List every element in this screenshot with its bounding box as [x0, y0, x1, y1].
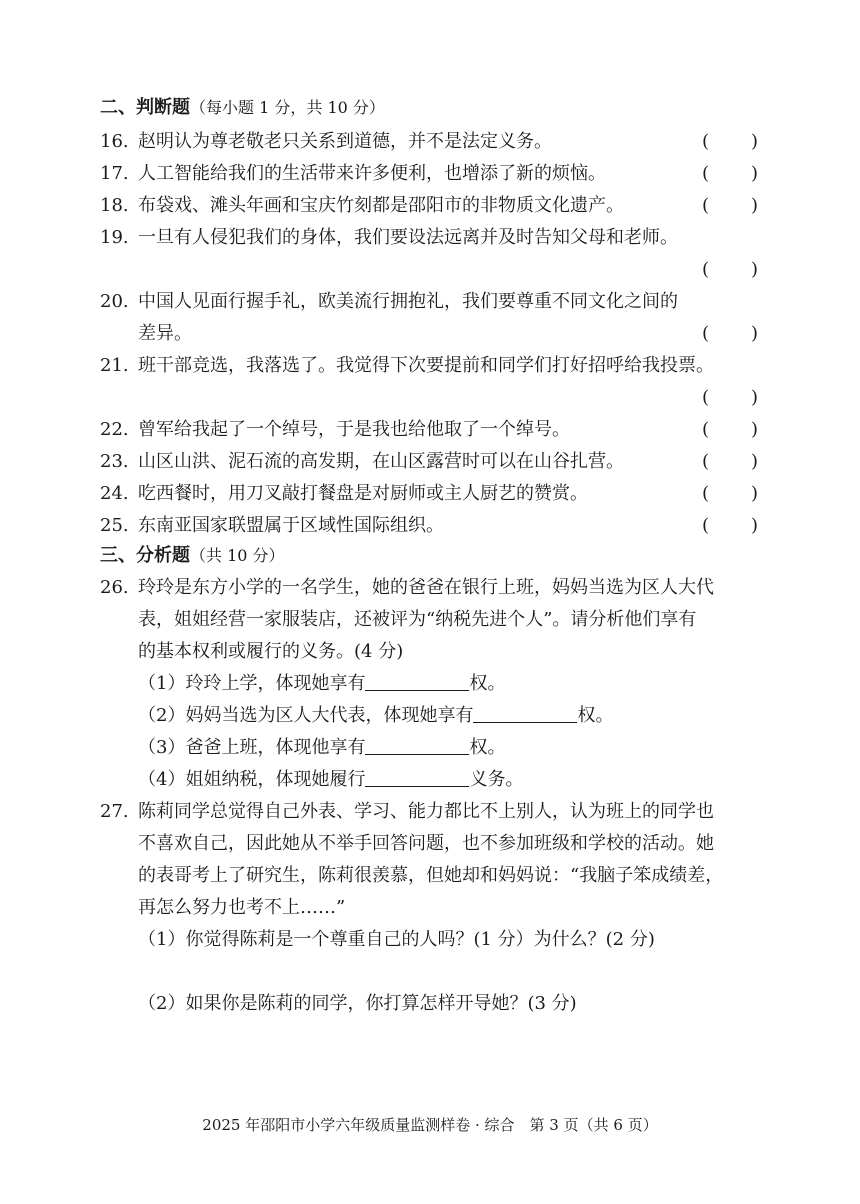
- sub-question-suffix: 权。: [469, 737, 506, 758]
- q26-sub-1: [138, 668, 760, 700]
- sub-question-text: （4）姐姐纳税，体现她履行: [138, 769, 366, 790]
- question-number: 24.: [100, 483, 129, 504]
- q26-sub-4: [138, 764, 760, 796]
- question-text: 东南亚国家联盟属于区域性国际组织。: [138, 515, 444, 536]
- question-19: [100, 222, 760, 254]
- question-24: 24. 吃西餐时，用刀叉敲打餐盘是对厨师或主人厨艺的赞赏。 ( ): [100, 478, 760, 510]
- question-20-continued: 差异。 ( ): [138, 323, 758, 344]
- question-text: 布袋戏、滩头年画和宝庆竹刻都是邵阳市的非物质文化遗产。: [138, 195, 624, 216]
- section2-title: 二、判断题: [100, 97, 190, 118]
- question-text: 中国人见面行握手礼，欧美流行拥抱礼，我们要尊重不同文化之间的: [138, 291, 678, 312]
- section2-heading: [100, 92, 760, 124]
- q27-sub-1: [138, 924, 760, 956]
- question-number: 21.: [100, 355, 129, 376]
- question-18: 18. 布袋戏、滩头年画和宝庆竹刻都是邵阳市的非物质文化遗产。 ( ): [100, 190, 760, 222]
- question-17: 17. 人工智能给我们的生活带来许多便利，也增添了新的烦恼。 ( ): [100, 158, 760, 190]
- question-number: 26.: [100, 577, 129, 598]
- question-26-line3: [138, 636, 760, 668]
- q26-sub-2: [138, 700, 760, 732]
- answer-blank[interactable]: [473, 702, 577, 723]
- question-26-line2: [138, 604, 760, 636]
- question-27: [100, 796, 760, 828]
- q27-sub-2: [138, 988, 760, 1020]
- question-text: 赵明认为尊老敬老只关系到道德，并不是法定义务。: [138, 131, 552, 152]
- question-number: 19.: [100, 227, 129, 248]
- sub-question-text: （3）爸爸上班，体现他享有: [138, 737, 366, 758]
- section3-heading: [100, 540, 760, 572]
- question-21-bracket-line: ( ): [702, 387, 758, 408]
- question-number: 27.: [100, 801, 129, 822]
- question-25: 25. 东南亚国家联盟属于区域性国际组织。 ( ): [100, 510, 760, 542]
- question-number: 17.: [100, 163, 129, 184]
- question-23: 23. 山区山洪、泥石流的高发期，在山区露营时可以在山谷扎营。 ( ): [100, 446, 760, 478]
- question-text: 表，姐姐经营一家服装店，还被评为“纳税先进个人”。请分析他们享有: [138, 609, 697, 630]
- question-number: 16.: [100, 131, 129, 152]
- section3-title: 三、分析题: [100, 545, 190, 566]
- question-27-line4: [138, 892, 760, 924]
- question-text: 再怎么努力也考不上……”: [138, 897, 346, 918]
- question-19-bracket-line: ( ): [702, 259, 758, 280]
- question-number: 25.: [100, 515, 129, 536]
- question-text: 不喜欢自己，因此她从不举手回答问题，也不参加班级和学校的活动。她: [138, 833, 714, 854]
- sub-question-text: （2）妈妈当选为区人大代表，体现她享有: [138, 705, 474, 726]
- question-26: [100, 572, 760, 604]
- question-text: 陈莉同学总觉得自己外表、学习、能力都比不上别人，认为班上的同学也: [138, 801, 714, 822]
- question-text: 一旦有人侵犯我们的身体，我们要设法远离并及时告知父母和老师。: [138, 227, 678, 248]
- page-footer: 2025 年邵阳市小学六年级质量监测样卷 · 综合 第 3 页（共 6 页）: [202, 1116, 658, 1134]
- answer-blank[interactable]: [365, 766, 469, 787]
- question-27-line3: [138, 860, 760, 892]
- question-22: 22. 曾军给我起了一个绰号，于是我也给他取了一个绰号。 ( ): [100, 414, 760, 446]
- question-number: 22.: [100, 419, 129, 440]
- question-text: 的表哥考上了研究生，陈莉很羡慕，但她却和妈妈说：“我脑子笨成绩差，: [138, 865, 724, 886]
- section2-score: （每小题 1 分，共 10 分）: [190, 98, 385, 117]
- question-27-line2: [138, 828, 760, 860]
- question-text-continued: 差异。: [138, 323, 192, 344]
- section3-score: （共 10 分）: [190, 546, 285, 565]
- question-text: 的基本权利或履行的义务。(4 分): [138, 641, 404, 662]
- question-text: 班干部竞选，我落选了。我觉得下次要提前和同学们打好招呼给我投票。: [138, 355, 714, 376]
- sub-question-text: （1）玲玲上学，体现她享有: [138, 673, 366, 694]
- answer-blank[interactable]: [365, 670, 469, 691]
- sub-question-text: （1）你觉得陈莉是一个尊重自己的人吗？(1 分）为什么？(2 分): [138, 929, 655, 950]
- sub-question-suffix: 权。: [577, 705, 614, 726]
- question-20: [100, 286, 760, 318]
- question-text: 人工智能给我们的生活带来许多便利，也增添了新的烦恼。: [138, 163, 606, 184]
- question-number: 20.: [100, 291, 129, 312]
- question-text: 曾军给我起了一个绰号，于是我也给他取了一个绰号。: [138, 419, 570, 440]
- answer-blank[interactable]: [365, 734, 469, 755]
- question-text: 玲玲是东方小学的一名学生，她的爸爸在银行上班，妈妈当选为区人大代: [138, 577, 714, 598]
- question-21: [100, 350, 760, 382]
- question-number: 18.: [100, 195, 129, 216]
- q26-sub-3: [138, 732, 760, 764]
- sub-question-suffix: 权。: [469, 673, 506, 694]
- question-text: 山区山洪、泥石流的高发期，在山区露营时可以在山谷扎营。: [138, 451, 624, 472]
- question-text: 吃西餐时，用刀叉敲打餐盘是对厨师或主人厨艺的赞赏。: [138, 483, 588, 504]
- question-16: 16. 赵明认为尊老敬老只关系到道德，并不是法定义务。 ( ): [100, 126, 760, 158]
- sub-question-suffix: 义务。: [469, 769, 524, 790]
- question-number: 23.: [100, 451, 129, 472]
- sub-question-text: （2）如果你是陈莉的同学，你打算怎样开导她？(3 分): [138, 993, 577, 1014]
